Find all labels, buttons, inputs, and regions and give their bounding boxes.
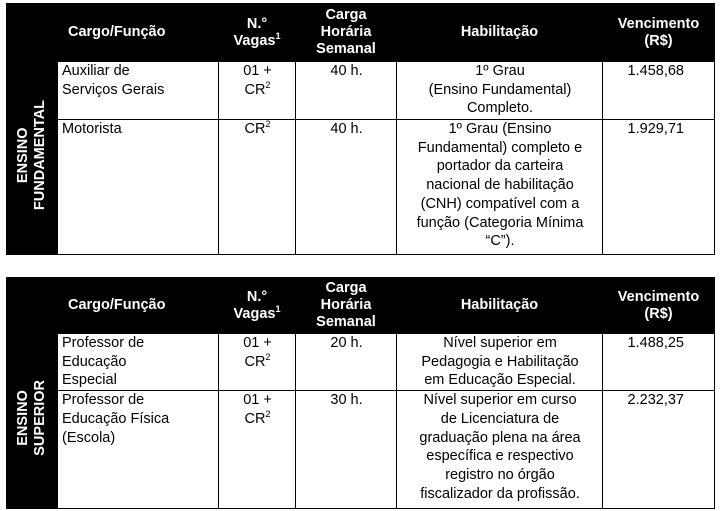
- cell-vagas-footnote: 2: [265, 351, 271, 362]
- header-vagas-label: N.° Vagas: [233, 288, 276, 322]
- cell-carga: 40 h.: [296, 62, 397, 120]
- cell-carga: 20 h.: [296, 334, 397, 391]
- cell-vagas: [219, 391, 296, 509]
- cell-vagas-footnote: 2: [265, 408, 271, 419]
- cell-cargo: Motorista: [58, 120, 219, 255]
- cell-habilitacao: 1º Grau (Ensino Fundamental) Completo.: [397, 62, 603, 120]
- cell-vagas-value: 01 + CR: [243, 335, 272, 370]
- cell-vencimento: 1.929,71: [603, 120, 715, 255]
- cell-carga: 40 h.: [296, 120, 397, 255]
- header-row: [7, 278, 715, 334]
- header-habilitacao: Habilitação: [397, 278, 603, 334]
- header-vencimento: Vencimento (R$): [603, 278, 715, 334]
- header-vencimento: Vencimento (R$): [603, 4, 715, 62]
- header-cargo: Cargo/Função: [58, 278, 219, 334]
- cell-cargo: Auxiliar de Serviços Gerais: [58, 62, 219, 120]
- header-corner: [7, 4, 58, 62]
- header-vagas-footnote: 1: [275, 303, 281, 314]
- header-vagas-label: N.° Vagas: [233, 15, 276, 49]
- cell-vagas-value: 01 + CR: [243, 392, 272, 427]
- table-row: [7, 334, 715, 391]
- cell-vagas-value: CR: [244, 121, 266, 137]
- header-cargo: Cargo/Função: [58, 4, 219, 62]
- cell-habilitacao: Nível superior em curso de Licenciatura de graduação plena na área específica e respectivo registro no órgão fiscalizador da profissão.: [397, 391, 603, 509]
- header-carga: Carga Horária Semanal: [296, 4, 397, 62]
- cell-carga: 30 h.: [296, 391, 397, 509]
- cell-vencimento: 1.458,68: [603, 62, 715, 120]
- cell-vagas-value: 01 + CR: [243, 63, 272, 98]
- cell-habilitacao: Nível superior em Pedagogia e Habilitação em Educação Especial.: [397, 334, 603, 391]
- table-ensino-superior: [6, 277, 715, 509]
- section-label-cell: [7, 62, 58, 255]
- cell-habilitacao: 1º Grau (Ensino Fundamental) completo e portador da carteira nacional de habilitação (CNH) compatível com a função (Categoria Mínima “C”).: [397, 120, 603, 255]
- cell-vagas-footnote: 2: [265, 119, 271, 130]
- table-row: [7, 62, 715, 120]
- cell-vagas: [219, 120, 296, 255]
- header-row: [7, 4, 715, 62]
- cell-vencimento: 2.232,37: [603, 391, 715, 509]
- header-vagas: [219, 278, 296, 334]
- header-vagas: [219, 4, 296, 62]
- section-label: ENSINO SUPERIOR: [15, 380, 48, 457]
- header-carga: Carga Horária Semanal: [296, 278, 397, 334]
- cell-vagas: [219, 334, 296, 391]
- header-corner: [7, 278, 58, 334]
- cell-cargo: Professor de Educação Especial: [58, 334, 219, 391]
- section-label-cell: [7, 334, 58, 509]
- cell-cargo: Professor de Educação Física (Escola): [58, 391, 219, 509]
- cell-vagas-footnote: 2: [265, 79, 271, 90]
- table-row: [7, 391, 715, 509]
- table-row: [7, 120, 715, 255]
- header-habilitacao: Habilitação: [397, 4, 603, 62]
- cell-vagas: [219, 62, 296, 120]
- section-label: ENSINO FUNDAMENTAL: [15, 100, 48, 211]
- table-ensino-fundamental: [6, 3, 715, 255]
- cell-vencimento: 1.488,25: [603, 334, 715, 391]
- header-vagas-footnote: 1: [275, 30, 281, 41]
